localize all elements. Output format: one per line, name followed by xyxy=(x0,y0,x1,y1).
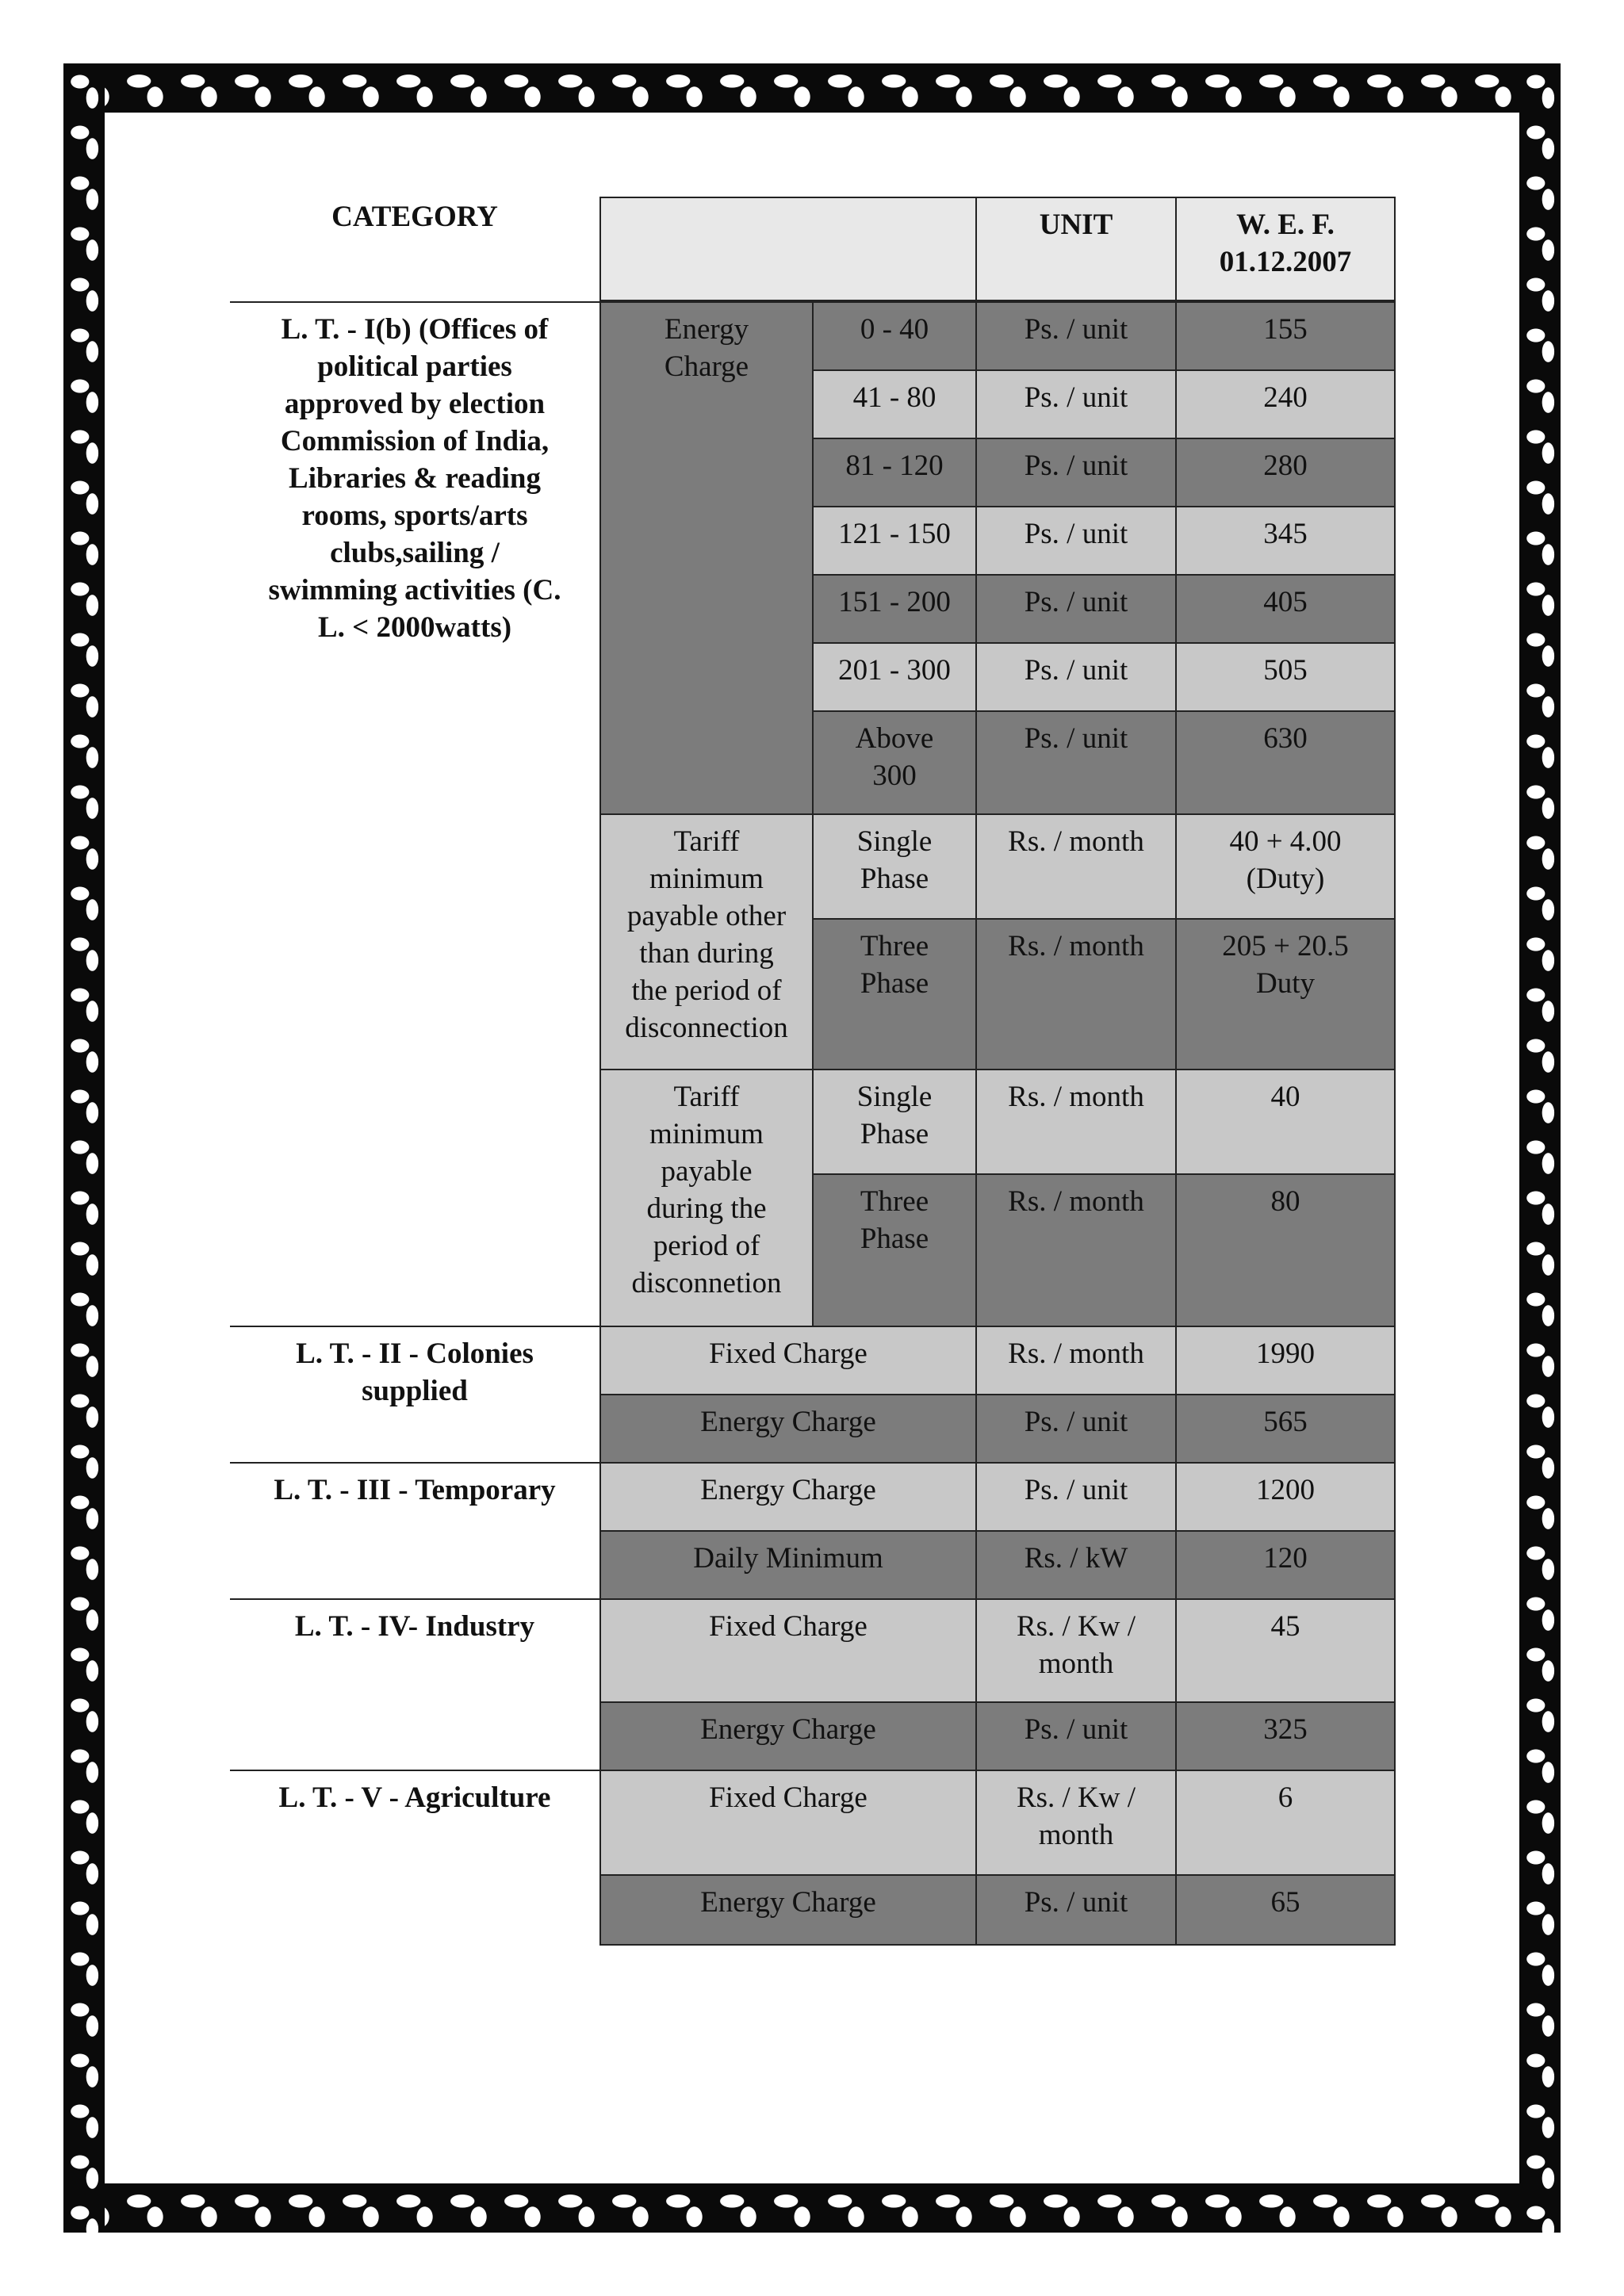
single-phase-label xyxy=(812,1069,977,1175)
three-phase-label xyxy=(812,1173,977,1327)
slab-value: 405 xyxy=(1175,574,1396,644)
slab-unit: Ps. / unit xyxy=(975,301,1177,371)
category-lt3: L. T. - III - Temporary xyxy=(274,1474,556,1506)
tariff-minimum-other-label xyxy=(599,813,814,1070)
label-line: Phase xyxy=(860,1118,929,1150)
charge-unit: Rs. / month xyxy=(975,1326,1177,1395)
slab-unit: Ps. / unit xyxy=(975,642,1177,712)
category-line: supplied xyxy=(362,1375,468,1407)
charge-unit: Ps. / unit xyxy=(975,1701,1177,1771)
single-phase-unit: Rs. / month xyxy=(975,1069,1177,1175)
label-line: Phase xyxy=(860,863,929,895)
value-line: 40 + 4.00 xyxy=(1229,825,1342,858)
energy-charge-line: Charge xyxy=(664,350,749,383)
energy-charge-label: Energy Charge xyxy=(599,1462,977,1532)
label-line: disconnection xyxy=(625,1012,788,1044)
label-line: Three xyxy=(860,930,929,962)
category-line: L. T. - I(b) (Offices of xyxy=(281,313,549,346)
label-line: during the xyxy=(646,1192,767,1225)
single-phase-value xyxy=(1175,813,1396,920)
category-lt1b xyxy=(230,303,599,1326)
slab-range: 201 - 300 xyxy=(812,642,977,712)
fixed-charge-label: Fixed Charge xyxy=(599,1770,977,1876)
single-phase-unit: Rs. / month xyxy=(975,813,1177,920)
wef-header xyxy=(1175,197,1396,301)
decorative-border-bottom xyxy=(63,2183,1561,2233)
slab-range: 41 - 80 xyxy=(812,369,977,439)
label-line: Tariff xyxy=(673,1081,740,1113)
unit-line: month xyxy=(1038,1647,1114,1680)
single-phase-value: 40 xyxy=(1175,1069,1396,1175)
charge-value: 45 xyxy=(1175,1598,1396,1703)
category-lt2 xyxy=(230,1327,599,1462)
charge-value: 1200 xyxy=(1175,1462,1396,1532)
label-line: Phase xyxy=(860,1223,929,1255)
decorative-border-left xyxy=(63,63,105,2233)
category-header: CATEGORY xyxy=(331,201,498,233)
slab-unit: Ps. / unit xyxy=(975,438,1177,507)
tariff-minimum-during-label xyxy=(599,1069,814,1327)
slab-range: 0 - 40 xyxy=(812,301,977,371)
slab-range-line: 300 xyxy=(872,760,917,792)
label-line: than during xyxy=(639,937,774,970)
charge-value: 325 xyxy=(1175,1701,1396,1771)
charge-value: 65 xyxy=(1175,1874,1396,1946)
three-phase-label xyxy=(812,918,977,1070)
category-line: approved by election xyxy=(284,388,546,420)
label-line: Phase xyxy=(860,967,929,1000)
slab-range xyxy=(812,710,977,815)
slab-unit: Ps. / unit xyxy=(975,369,1177,439)
fixed-charge-label: Fixed Charge xyxy=(599,1326,977,1395)
label-line: Three xyxy=(860,1185,929,1218)
category-line: Libraries & reading xyxy=(289,462,541,495)
category-lt5: L. T. - V - Agriculture xyxy=(278,1781,551,1814)
three-phase-value: 80 xyxy=(1175,1173,1396,1327)
unit-line: month xyxy=(1038,1819,1114,1851)
slab-unit: Ps. / unit xyxy=(975,506,1177,576)
energy-charge-label: Energy Charge xyxy=(599,1874,977,1946)
unit-line: Rs. / Kw / xyxy=(1016,1610,1136,1643)
charge-unit xyxy=(975,1598,1177,1703)
category-line: L. T. - II - Colonies xyxy=(296,1337,534,1370)
charge-unit: Ps. / unit xyxy=(975,1462,1177,1532)
fixed-charge-label: Fixed Charge xyxy=(599,1598,977,1703)
label-line: minimum xyxy=(649,863,764,895)
decorative-border-right xyxy=(1519,63,1561,2233)
energy-charge-label: Energy Charge xyxy=(599,1394,977,1464)
slab-value: 505 xyxy=(1175,642,1396,712)
label-line: Single xyxy=(856,1081,933,1113)
category-line: L. < 2000watts) xyxy=(317,611,512,644)
unit-header: UNIT xyxy=(975,197,1177,301)
slab-value: 155 xyxy=(1175,301,1396,371)
label-line: Tariff xyxy=(673,825,740,858)
label-line: the period of xyxy=(631,974,782,1007)
label-line: Single xyxy=(856,825,933,858)
charge-unit: Ps. / unit xyxy=(975,1874,1177,1946)
label-line: period of xyxy=(653,1230,760,1262)
value-line: 205 + 20.5 xyxy=(1222,930,1349,962)
category-lt4: L. T. - IV- Industry xyxy=(294,1610,535,1643)
label-line: payable xyxy=(661,1155,753,1188)
slab-range: 81 - 120 xyxy=(812,438,977,507)
label-line: payable other xyxy=(626,900,787,932)
decorative-border-top xyxy=(63,63,1561,113)
energy-charge-label: Energy Charge xyxy=(599,1701,977,1771)
category-line: swimming activities (C. xyxy=(268,574,561,607)
charge-value: 6 xyxy=(1175,1770,1396,1876)
charge-unit: Rs. / kW xyxy=(975,1530,1177,1600)
slab-range-line: Above xyxy=(855,722,934,755)
charge-unit xyxy=(975,1770,1177,1876)
slab-unit: Ps. / unit xyxy=(975,710,1177,815)
slab-value: 240 xyxy=(1175,369,1396,439)
wef-header-line1: W. E. F. xyxy=(1236,209,1335,241)
slab-value: 280 xyxy=(1175,438,1396,507)
charge-value: 120 xyxy=(1175,1530,1396,1600)
category-line: Commission of India, xyxy=(280,425,550,457)
category-line: political parties xyxy=(317,350,512,383)
energy-charge-line: Energy xyxy=(664,313,749,346)
value-line: Duty xyxy=(1256,967,1315,1000)
three-phase-value xyxy=(1175,918,1396,1070)
slab-unit: Ps. / unit xyxy=(975,574,1177,644)
energy-charge-label xyxy=(599,301,814,815)
three-phase-unit: Rs. / month xyxy=(975,918,1177,1070)
slab-range: 151 - 200 xyxy=(812,574,977,644)
category-line: rooms, sports/arts xyxy=(301,499,528,532)
charge-unit: Ps. / unit xyxy=(975,1394,1177,1464)
label-line: disconnetion xyxy=(631,1267,782,1299)
slab-range: 121 - 150 xyxy=(812,506,977,576)
daily-minimum-label: Daily Minimum xyxy=(599,1530,977,1600)
value-line: (Duty) xyxy=(1246,863,1325,895)
single-phase-label xyxy=(812,813,977,920)
charge-value: 1990 xyxy=(1175,1326,1396,1395)
category-line: clubs,sailing / xyxy=(330,537,500,569)
unit-line: Rs. / Kw / xyxy=(1016,1781,1136,1814)
label-line: minimum xyxy=(649,1118,764,1150)
wef-header-line2: 01.12.2007 xyxy=(1219,246,1352,278)
charge-value: 565 xyxy=(1175,1394,1396,1464)
slab-value: 630 xyxy=(1175,710,1396,815)
description-header xyxy=(599,197,977,301)
three-phase-unit: Rs. / month xyxy=(975,1173,1177,1327)
slab-value: 345 xyxy=(1175,506,1396,576)
